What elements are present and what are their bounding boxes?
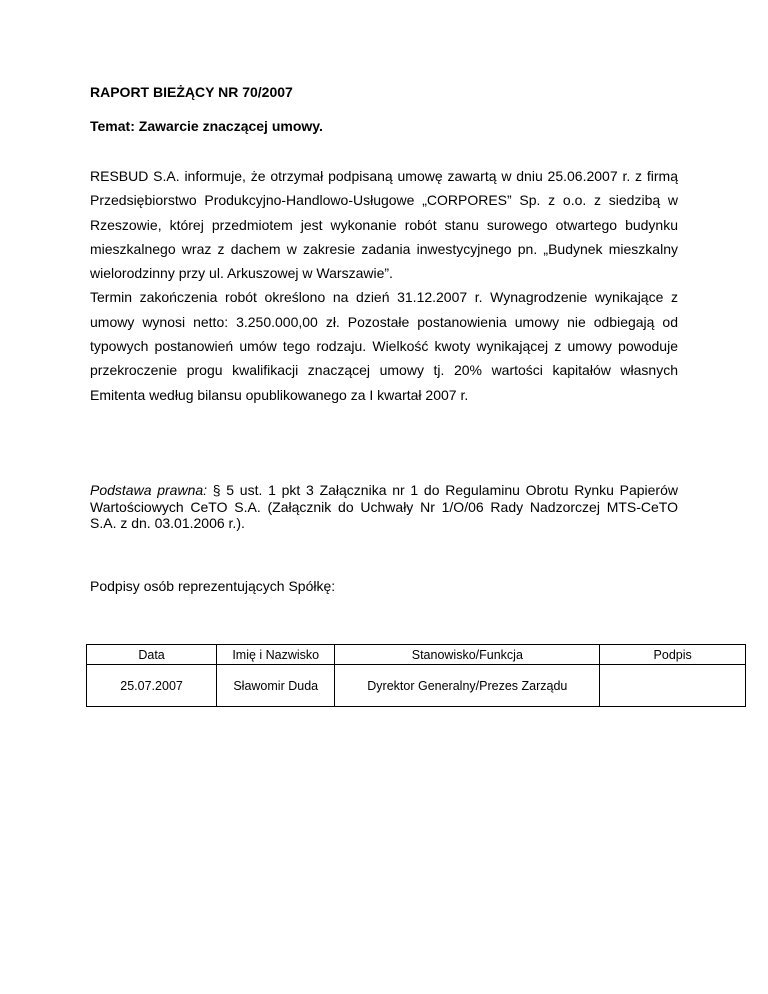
column-header-name: Imię i Nazwisko <box>217 645 335 665</box>
cell-date: 25.07.2007 <box>87 665 217 707</box>
legal-basis-label: Podstawa prawna: <box>90 482 208 498</box>
body-paragraph-2: Termin zakończenia robót określono na dzień 31.12.2007 r. Wynagrodzenie wynikające z umowy wynosi netto: 3.250.000,00 zł. Pozostałe postanowienia umowy nie odbiegają od typowych postanowień umów tego rodzaju. Wielkość kwoty wynikającej z umowy powoduje przekroczenie progu kwalifikacji znaczącej umowy tj. 20% wartości kapitałów własnych Emitenta według bilansu opublikowanego za I kwartał 2007 r. <box>90 289 678 403</box>
cell-signature <box>600 665 746 707</box>
column-header-signature: Podpis <box>600 645 746 665</box>
body-paragraph-1: RESBUD S.A. informuje, że otrzymał podpisaną umowę zawartą w dniu 25.06.2007 r. z firmą Przedsiębiorstwo Produkcyjno-Handlowo-Usługowe „CORPORES” Sp. z o.o. z siedzibą w Rzeszowie, której przedmiotem jest wykonanie robót stanu surowego otwartego budynku mieszkalnego wraz z dachem w zakresie zadania inwestycyjnego pn. „Budynek mieszkalny wielorodzinny przy ul. Arkuszowej w Warszawie”. <box>90 168 678 282</box>
signatures-table <box>86 644 746 707</box>
table-header-row <box>87 645 746 665</box>
column-header-date: Data <box>87 645 217 665</box>
subject-label: Temat <box>90 118 131 134</box>
report-subject <box>90 118 323 134</box>
cell-name: Sławomir Duda <box>217 665 335 707</box>
column-header-position: Stanowisko/Funkcja <box>335 645 600 665</box>
signatures-heading: Podpisy osób reprezentujących Spółkę: <box>90 578 336 594</box>
legal-basis-text: § 5 ust. 1 pkt 3 Załącznika nr 1 do Regulaminu Obrotu Rynku Papierów Wartościowych CeTO S.A. (Załącznik do Uchwały Nr 1/O/06 Rady Nadzorczej MTS-CeTO S.A. z dn. 03.01.2006 r.). <box>90 482 678 531</box>
report-title: RAPORT BIEŻĄCY NR 70/2007 <box>90 84 293 100</box>
report-body <box>90 164 678 407</box>
legal-basis <box>90 482 678 532</box>
subject-separator: : <box>130 118 139 134</box>
cell-position: Dyrektor Generalny/Prezes Zarządu <box>335 665 600 707</box>
subject-text: Zawarcie znaczącej umowy. <box>138 118 323 134</box>
table-row <box>87 665 746 707</box>
